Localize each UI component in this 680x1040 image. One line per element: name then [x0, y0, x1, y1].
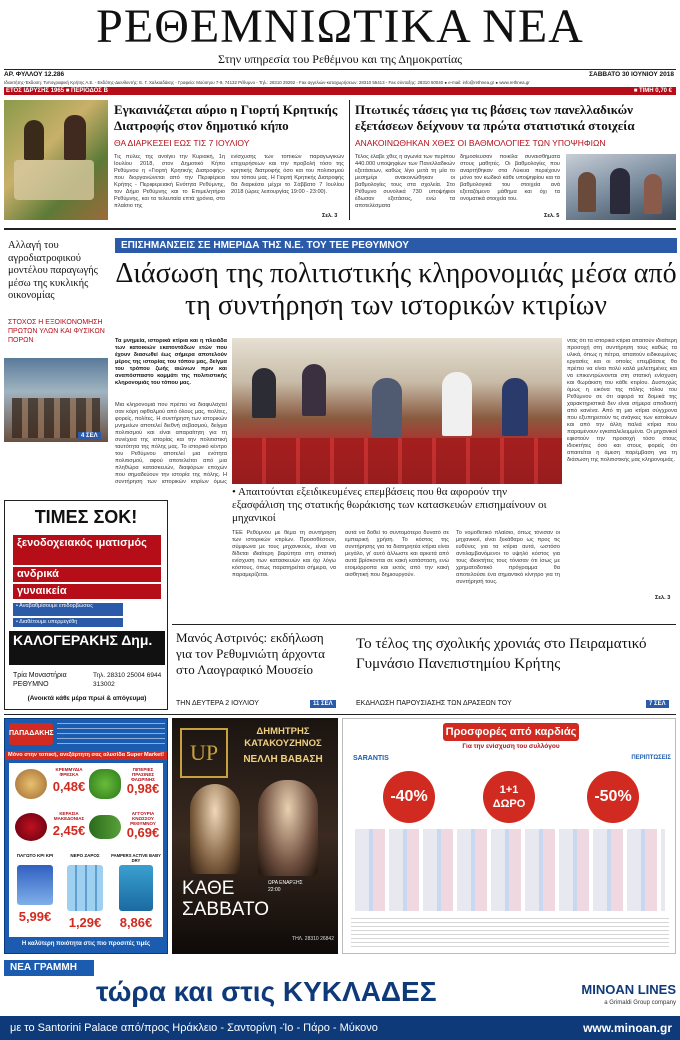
publisher-line: Ιδιοκτήτης-Έκδοση: Τυπογραφική Κρήτης Α.Ε. - Εκδότης-Διευθυντής: Ε. Γ. Χαλκιαδάκης - Γραφεία: Μούσηου 7-9, 74132 Ρέθυμνο - Τηλ.: 28310 29292 - Fax αγγελιών-καταχωρήσεων: 28310 55413 - Fax σύνταξης: 28310 50040 ● e-mail: info@rethnea.gr ● www.rethnea.gr	[4, 80, 530, 85]
lead-conference-photo	[232, 338, 562, 484]
price: ■ ΤΙΜΗ 0,70 €	[633, 88, 672, 94]
ad-kalogerakis-footer: (Ανοικτά κάθε μέρα πρωί & απόγευμα)	[27, 695, 147, 702]
ad-kalogerakis-item-1: ξενοδοχειακός ιματισμός	[13, 535, 161, 565]
side-seminar-photo	[4, 358, 108, 442]
ad-sarantis-brand-1: SARANTIS	[353, 755, 389, 762]
product-onions-price: 0,48€	[52, 779, 86, 794]
masthead-title: ΡΕΘΕΜΝΙΩΤΙΚΑ ΝΕΑ	[96, 0, 584, 53]
ad-minoan-label: ΝΕΑ ΓΡΑΜΜΗ	[4, 960, 94, 976]
lead-body-bottom3: Το νομοθετικό πλαίσιο, όπως τόνισαν οι μηχανικοί, είναι ξεκάθαρο ως προς τις ευθύνες για τα κτίρια αυτά, ωστόσο αντιλαμβανόμενοι το υψηλό κόστος για τους ιδιοκτήτες τους τόνισαν ότι ίσως με χρηματοδοτικό πρόγραμμα θα αποτελούσε ένα σημαντικό κίνητρο για τη συντήρησή τους.	[456, 530, 560, 585]
ad-concert-time: ΩΡΑ ΕΝΑΡΞΗΣ 22:00	[268, 880, 303, 893]
ad-kalogerakis-phones: Τηλ. 28310 25004 6944 313002	[93, 672, 162, 688]
exams-col1: Τέλος έλαβε χθες η αγωνία των περίπου 440.000 υποψηφίων των Πανελλαδικών εξετάσεων, καθώς λίγο μετά τη μία το μεσημέρι ανακοινώθηκαν οι βαθμολογίες τους στα σχολεία. Στο Ρέθυμνο συνολικά 730 υποψήφιοι έδωσαν εξετάσεις, ενώ τα αποτελέσματα	[355, 154, 455, 209]
side-page-ref: 4 ΣΕΛ	[78, 432, 101, 440]
ad-kalogerakis-title: ΤΙΜΕΣ ΣΟΚ!	[34, 507, 138, 527]
mid-right-kicker: ΕΚΔΗΛΩΣΗ ΠΑΡΟΥΣΙΑΣΗΣ ΤΩΝ ΔΡΑΣΕΩΝ ΤΟΥ	[356, 700, 512, 707]
ad-concert: UP ΔΗΜΗΤΡΗΣ ΚΑΤΑΚΟΥΖΗΝΟΣ ΝΕΛΛΗ ΒΑΒΑΣΗ ΚΑΘΕ ΣΑΒΒΑΤΟ ΩΡΑ ΕΝΑΡΞΗΣ 22:00 ΤΗΛ. 28310 26842	[172, 718, 338, 954]
lead-body-bottom1: ΤΕΕ Ρεθύμνου με θέμα τη συντήρηση των ιστορικών κτιρίων. Προσοθέσουν, σύμφωνα με τους μηχανικούς, είναι να δίδεται ιδιαίτερη βαρύτητα στη στατική ενίσχυση των κατασκευών και όχι λόγω κόστους, όπως παρατηρείται σήμερα, να παραμερίζεται.	[232, 530, 336, 578]
lead-body-left: Μια κληρονομιά που πρέπει να διαφυλαχτεί σαν κόρη οφθαλμού από όλους μας, πολίτες, φορείς, πολίτες. Η συντήρηση των ιστορικών μνημείων αποτελεί διεθνή σεβασμού, δείγμα πολιτισμού και είναι απαραίτητη για τη συνέχεια της ιστορίας και την πολιτιστική ταυτότητα της πόλης μας. Το ιστορικό κέντρο του Ρεθύμνου αποτελεί μια ενότητα πολιτισμού, αφού αποτελείται από μια πληθώρα κατασκευών, διαφόρων εποχών που σημαδεύουν την ιστορία της πόλης. Η συντήρηση των ιστορικών κτιρίων όμως	[115, 402, 227, 484]
product-icecream-name: ΠΑΓΩΤΟ ΚΡΙ ΚΡΙ	[16, 853, 54, 858]
ad-minoan-url[interactable]: www.minoan.gr	[583, 1021, 672, 1035]
ad-minoan-route: με το Santorini Palace από/προς Ηράκλειο - Σαντορίνη -Ίο - Πάρο - Μύκονο	[10, 1022, 378, 1034]
ad-papadakis	[4, 718, 168, 954]
ad-concert-day: ΚΑΘΕ ΣΑΒΒΑΤΟ	[182, 878, 270, 920]
ad-sarantis-offer-2: 1+1 ΔΩΡΟ	[483, 771, 535, 823]
lead-banner: ΕΠΙΣΗΜΑΝΣΕΙΣ ΣΕ ΗΜΕΡΙΔΑ ΤΗΣ Ν.Ε. ΤΟΥ ΤΕΕ ΡΕΘΥΜΝΟΥ	[115, 238, 677, 253]
lead-body-bottom2: αυτά να δοθεί το συντομότερο δυνατό σε εμπειρική χρήση. Το κόστος της συντήρησης για τα διατηρητέα κτίρια είναι μεγάλο, γι' αυτό άλλωστε και αρκετά από αυτά βρίσκονται σε κακή κατάσταση, ενώ ετοιμόρροπα και εκτός από την κακή αισθητική που δημιουργούν.	[345, 530, 449, 578]
lead-body-right: ντας ότι τα ιστορικά κτίρια απαιτούν ιδιαίτερη προσοχή στη συντήρηση τους καθώς τα υλικά, όπως η πέτρα, απαιτούν ειδικευμένες εργασίες και οι οποίες επεμβάσεις θα πρέπει να είναι πολύ καλά μελετημένες και να επικεντρώνονται στη στατική ενίσχυση και θωράκιση του κάθε κτιρίου. Δυστυχώς όμως η εικόνα της πόλης τόλου του Ρεθύμνου σε ότι αφορά τα δομικά της χαρακτηριστικά δεν είναι σήμερα αποδεκτή από κανένα. Από τη μια κτίρια σύγχρονα που εξυπηρετούν τις ανάγκες των κατοίκων και από την άλλη παλιά κτίρια που παραμένουν εγκαταλελειμμένα. Οι μηχανικοί εφιστούν την προσοχή τόσο στους ιδιοκτήτες όσο και στους φορείς ότι απαιτείται η άμεση παρέμβαση για τη διάσωση της πολιτιστικής μας κληρονομιάς.	[567, 338, 677, 463]
lead-intro: Τα μνημεία, ιστορικά κτίρια και η πλειάδα των κατοικιών εκατοντάδων ετών που έχουν διασωθεί έως σήμερα αποτελούν μέρος της ιστορίας του τόπου μας, δείγμα του τρόπου ζωής αιώνων πριν και αναπόσπαστο κομμάτι της πολιτιστικής κληρονομιάς του τόπου μας.	[115, 338, 227, 386]
mid-left-kicker: ΤΗΝ ΔΕΥΤΕΡΑ 2 ΙΟΥΛΙΟΥ	[176, 700, 259, 707]
product-pampers-price: 8,86€	[119, 915, 153, 930]
ad-kalogerakis-note-1: • Αναβαθμίσουμε επιδορβώσεις	[13, 603, 123, 616]
kicker-food-festival: ΘΑ ΔΙΑΡΚΕΣΕΙ ΕΩΣ ΤΙΣ 7 ΙΟΥΛΙΟΥ	[114, 138, 250, 148]
founded: ΕΤΟΣ ΙΔΡΥΣΗΣ 1965 ■ ΠΕΡΙΟΔΟΣ Β	[6, 88, 108, 94]
mid-left-page-ref: 11 ΣΕΛ	[310, 700, 336, 708]
mid-left-headline: Μανός Αστρινός: εκδήλωση για τον Ρεθυμνιώτη άρχοντα στο Λαογραφικό Μουσείο	[176, 630, 325, 677]
crete-food-photo	[4, 100, 108, 220]
food-festival-col2: ενίσχυσης των τοπικών παραγωγικών επιχειρήσεων και την προβολή τόσο της κρητικής διατροφής όσο και του πολιτισμού του τόπου μας. Η Γιορτή Κρητικής Διατροφής θα διαρκέσει μέχρι το Σάββατο 7 Ιουλίου 2018 (ώρες λειτουργίας 19:00 - 23:00).	[231, 154, 344, 195]
ad-minoan-group: a Grimaldi Group company	[604, 1000, 676, 1006]
product-water-name: ΝΕΡΟ ΖΑΡΟΣ	[70, 853, 100, 858]
product-icecream-price: 5,99€	[18, 909, 52, 924]
lead-caption: • Απαιτούνται εξειδικευμένες επεμβάσεις που θα αφορούν την εξασφάλιση της στατικής θωράκισης των κατασκευών επισημαίνουν οι μηχανικοί	[232, 486, 547, 524]
product-cherries-name: ΚΕΡΑΣΙΑ ΜΑΚΕΔΟΝΙΑΣ	[53, 811, 85, 821]
ad-concert-artist1: ΔΗΜΗΤΡΗΣ ΚΑΤΑΚΟΥΖΗΝΟΣ	[244, 726, 322, 749]
ad-kalogerakis-address: Τρία Μοναστήρια ΡΕΘΥΜΝΟ	[13, 672, 67, 688]
issue-number: ΑΡ. ΦΥΛΛΟΥ 12.286	[4, 71, 65, 78]
ad-minoan-brand: MINOAN LINES	[581, 982, 676, 997]
product-cherries-price: 2,45€	[52, 823, 86, 838]
ad-sarantis-brand-2: ΠΕΡΙΠΤΩΣΕΙΣ	[631, 755, 671, 761]
lead-headline: Διάσωση της πολιτιστικής κληρονομιάς μέσα από τη συντήρηση των ιστορικών κτιρίων	[115, 258, 677, 321]
lead-page-ref: Σελ. 3	[655, 595, 671, 601]
product-water-price: 1,29€	[68, 915, 102, 930]
ad-sarantis-offer-3: -50%	[587, 771, 639, 823]
issue-date: ΣΑΒΒΑΤΟ 30 ΙΟΥΝΙΟΥ 2018	[589, 71, 674, 78]
masthead-subtitle: Στην υπηρεσία του Ρεθέμνου και της Δημοκρατίας	[217, 52, 463, 66]
ad-sarantis-offer-1: -40%	[383, 771, 435, 823]
product-peppers-name: ΠΙΠΕΡΙΕΣ ΠΡΑΣΙΝΕΣ ΦΛΩΡΙΝΗΣ	[131, 767, 155, 782]
mid-right-page-ref: 7 ΣΕΛ	[646, 700, 669, 708]
product-pampers-name: PAMPERS ACTIVE BABY DRY	[111, 853, 161, 863]
product-onions-name: ΚΡΕΜΜΥΔΙΑ ΦΡΕΣΚΑ	[55, 767, 83, 777]
ad-kalogerakis	[4, 500, 168, 710]
exams-page-ref: Σελ. 5	[544, 213, 560, 219]
headline-exams: Πτωτικές τάσεις για τις βάσεις των πανελλαδικών εξετάσεων δείχνουν τα πρώτα στατιστικά στοιχεία	[355, 102, 635, 133]
mid-right-headline: Το τέλος της σχολικής χρονιάς στο Πειραματικό Γυμνάσιο Πανεπιστημίου Κρήτης	[356, 636, 647, 672]
ad-concert-artist2: ΝΕΛΛΗ ΒΑΒΑΣΗ	[243, 754, 323, 765]
food-festival-page-ref: Σελ. 3	[322, 213, 338, 219]
ad-sarantis-title: Προσφορές από καρδιάς	[443, 723, 579, 741]
headline-food-festival: Εγκαινιάζεται αύριο η Γιορτή Κρητικής Διατροφής στον δημοτικό κήπο	[114, 102, 338, 133]
ad-minoan	[0, 958, 680, 1040]
food-festival-col1: Τις πύλες της ανοίγει την Κυριακή, 1η Ιουλίου 2018, στον Δημοτικό Κήπο Ρεθύμνου η «Γιορτή Κρητικής Διατροφής» που διοργανώνεται από την Περιφέρεια Κρήτης - Περιφερειακή Ενότητα Ρεθύμνης, τον Δήμο Ρεθύμνης και το Επιμελητήριο Ρεθύμνης, και τα τελευταία επτά χρόνια, στο πλαίσιο της	[114, 154, 225, 209]
ad-papadakis-brand: ΠΑΠΑΔΑΚΗΣ	[9, 723, 53, 745]
exams-col2: δημοσίευσαν ποικίλα συναισθήματα στους μαθητές. Οι βαθμολογίες που αναρτήθηκαν στα Λύκεια περιέχουν μόνο τον κωδικό κάθε υποψηφίου και τα βαθμολογικά του στοιχεία ανά εξεταζόμενο μάθημα και όχι τα ονοματικά στοιχεία του.	[460, 154, 560, 202]
ad-sarantis-subtitle: Για την ενίσχυση του συλλόγου	[462, 743, 560, 750]
kicker-exams: ΑΝΑΚΟΙΝΩΘΗΚΑΝ ΧΘΕΣ ΟΙ ΒΑΘΜΟΛΟΓΙΕΣ ΤΩΝ ΥΠΟΨΗΦΙΩΝ	[355, 138, 606, 148]
product-cucumbers-name: ΑΓΓΟΥΡΙΑ ΚΝΩΣΣΟΥ ΡΕΘΥΜΝΟΥ	[130, 811, 156, 826]
side-kicker: ΣΤΟΧΟΣ Η ΕΞΟΙΚΟΝΟΜΗΣΗ ΠΡΩΤΩΝ ΥΛΩΝ ΚΑΙ ΦΥΣΙΚΩΝ ΠΟΡΩΝ	[8, 319, 105, 344]
ad-kalogerakis-note-2: • Διαθέτουμε υπερμεγέθη	[13, 618, 123, 627]
exams-photo	[566, 154, 676, 220]
ad-papadakis-footer: Η καλύτερη ποιότητα στις πιο προσιτές τιμές	[21, 941, 151, 947]
ad-concert-phone: ΤΗΛ. 28310 26842	[292, 936, 334, 942]
ad-minoan-slogan: τώρα και στις ΚΥΚΛΑΔΕΣ	[96, 976, 437, 1007]
product-cucumbers-price: 0,69€	[126, 825, 160, 840]
ad-kalogerakis-item-2: ανδρικά	[13, 567, 161, 582]
side-headline: Αλλαγή του αγροδιατροφικού μοντέλου παραγωγής μέσω της κυκλικής οικονομίας	[8, 240, 98, 301]
ad-kalogerakis-brand: ΚΑΛΟΓΕΡΑΚΗΣ Δημ.	[9, 631, 165, 665]
ad-sarantis	[342, 718, 676, 954]
product-peppers-price: 0,98€	[126, 781, 160, 796]
ad-kalogerakis-item-3: γυναικεία	[13, 584, 161, 599]
ad-papadakis-banner: Μόνο στην τοπική, ανεξάρτητη σας αλυσίδα Super Market!	[5, 751, 167, 760]
